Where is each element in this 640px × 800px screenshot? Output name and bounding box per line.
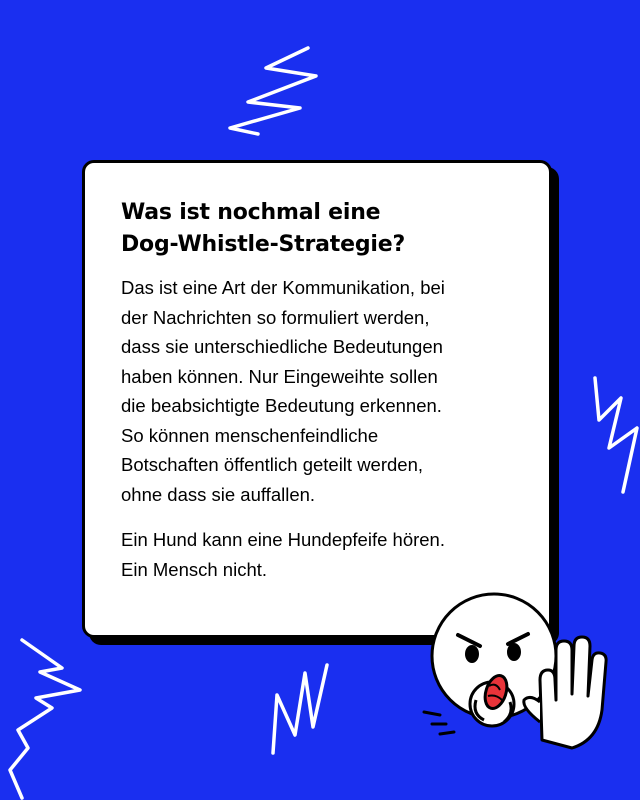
motion-lines [424,712,454,734]
zigzag-right-decoration [585,370,640,500]
zigzag-bottom-left-decoration [0,630,90,800]
zigzag-bottom-center-decoration [255,655,335,765]
mascot-right-eye [507,643,521,661]
info-card [82,160,552,638]
mascot-left-eye [465,645,479,663]
card-paragraph-definition: Das ist eine Art der Kommunikation, bei der Nachrichten so formuliert werden, dass sie unterschiedliche Bedeutungen haben können. Nur Eingeweihte sollen die beabsichtigte Bedeutung erkennen. So können menschenfeindliche Botschaften öffentlich geteilt werden, ohne dass sie auffallen. [121,277,445,505]
card-title: Was ist nochmal eine Dog-Whistle-Strategie? [121,200,406,257]
zigzag-top-decoration [210,30,330,140]
card-paragraph-example: Ein Hund kann eine Hundepfeife hören. Ein Mensch nicht. [121,529,445,580]
whistle-mascot-illustration [410,590,610,760]
